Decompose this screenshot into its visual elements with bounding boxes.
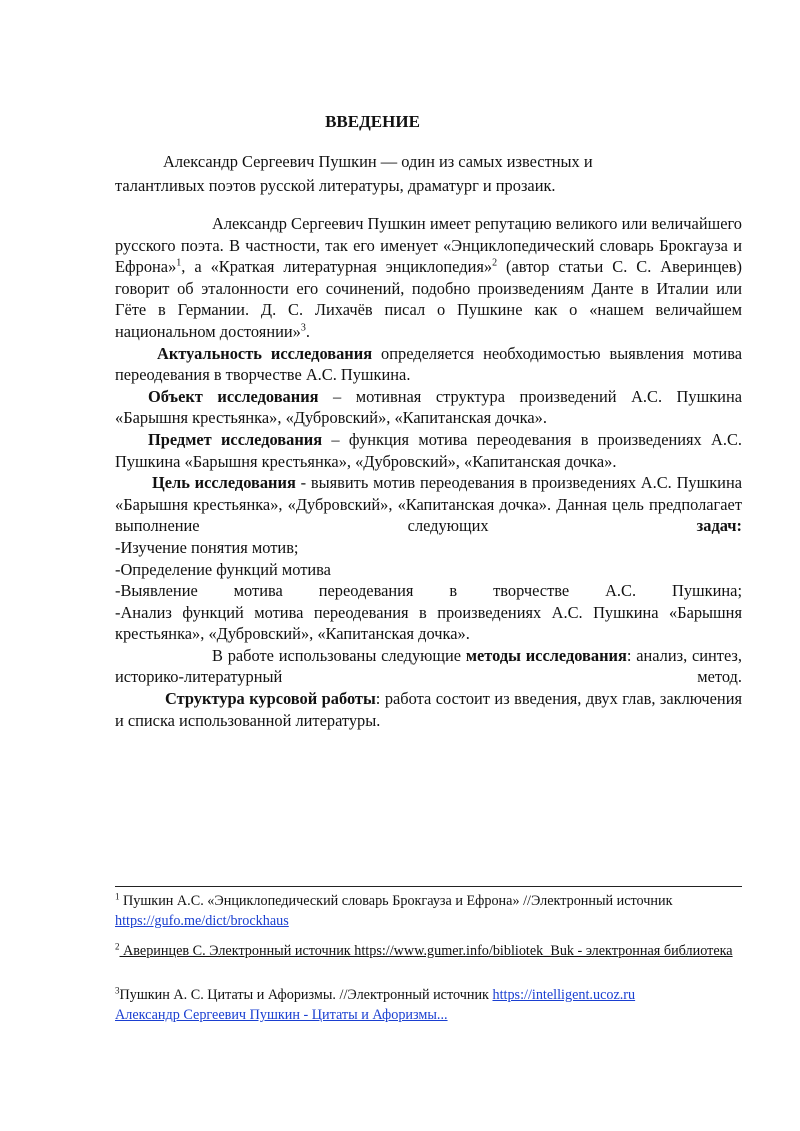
task-item: -Выявление мотива переодевания в творчестве А.С. Пушкина; (115, 581, 742, 601)
goal-text: - выявить мотив переодевания в произведениях А.С. Пушкина «Барышня крестьянка», «Дубровский», «Капитанская дочка». Данная цель предполагает выполнение следующих (115, 473, 743, 536)
footnote-number: 1 (115, 891, 120, 902)
goal-label: Цель исследования (152, 473, 296, 493)
object-label: Объект исследования (148, 386, 319, 406)
footnote-ref-1[interactable]: 1 (176, 257, 182, 269)
structure-text: : работа состоит из введения, двух глав, заключения и списка использованной литературы. (115, 689, 743, 730)
paragraph-text: , а «Краткая литературная энциклопедия» (181, 257, 493, 277)
object-text: – мотивная структура произведений А.С. Пушкина «Барышня крестьянка», «Дубровский», «Капитанская дочка». (115, 386, 742, 428)
intro-paragraph (115, 150, 742, 198)
methods-label: методы исследования (465, 645, 627, 665)
footnote-text: Пушкин А.С. «Энциклопедический словарь Брокгауза и Ефрона» //Электронный источник (119, 893, 673, 909)
footnote-number: 3 (115, 985, 120, 996)
intro-line-1: Александр Сергеевич Пушкин — один из самых известных и (163, 152, 593, 171)
footnote-text: Пушкин А. С. Цитаты и Афоризмы. //Электронный источник (119, 987, 493, 1003)
page-title-text: ВВЕДЕНИЕ (325, 112, 420, 131)
intro-line-2: талантливых поэтов русской литературы, драматург и прозаик. (115, 176, 556, 195)
subject-label: Предмет исследования (148, 429, 323, 449)
footnote-ref-2[interactable]: 2 (492, 257, 498, 269)
structure-label: Структура курсовой работы (165, 689, 376, 709)
paragraph-subject (115, 429, 742, 472)
footnote-3 (115, 985, 742, 1025)
paragraph-text: (автор статьи С. С. Аверинцев) говорит об эталонности его сочинений, подобно произведениям Данте в Италии или Гёте в Германии. Д. С. Лихачёв писал о Пушкине как о «нашем величайшем национальном достоянии» (115, 257, 742, 341)
methods-text: : анализ, синтез, историко-литературный метод. (115, 645, 742, 687)
footnote-2 (115, 941, 742, 961)
paragraph-goal (115, 472, 742, 537)
relevance-text: определяется необходимостью выявления мотива переодевания в творчестве А.С. Пушкина. (115, 343, 742, 385)
paragraph-text: . (305, 321, 310, 341)
footnote-number: 2 (115, 941, 120, 952)
footnote-link[interactable]: https://gufo.me/dict/brockhaus (115, 913, 289, 929)
footnote-ref-3[interactable]: 3 (300, 322, 306, 334)
main-text (115, 213, 742, 731)
methods-text: В работе использованы следующие (212, 645, 466, 665)
page-title (0, 112, 745, 132)
paragraph-text: Александр Сергеевич Пушкин имеет репутацию великого или величайшего русского поэта. В частности, так его именует «Энциклопедический словарь Брокгауза и Ефрона» (115, 214, 742, 277)
task-item: -Изучение понятия мотив; (115, 537, 299, 557)
footnote-link[interactable]: https://intelligent.ucoz.ru (492, 987, 636, 1003)
footnote-1 (115, 891, 742, 931)
footnote-text[interactable]: Аверинцев С. Электронный источник https://www.gumer.info/bibliotek_Buk - электронная библиотека (119, 943, 733, 959)
paragraph-reputation (115, 213, 742, 343)
task-item: -Анализ функций мотива переодевания в произведениях А.С. Пушкина «Барышня крестьянка», «Дубровский», «Капитанская дочка». (115, 602, 742, 644)
footnote-separator (115, 886, 742, 887)
footnote-link-title[interactable]: Александр Сергеевич Пушкин - Цитаты и Афоризмы... (115, 1007, 448, 1023)
paragraph-structure (115, 688, 742, 731)
task-item: -Определение функций мотива (115, 559, 331, 579)
tasks-label: задач: (696, 516, 742, 536)
subject-text: – функция мотива переодевания в произведениях А.С. Пушкина «Барышня крестьянка», «Дубровский», «Капитанская дочка». (115, 429, 742, 471)
paragraph-methods (115, 645, 742, 688)
paragraph-relevance (115, 343, 742, 386)
relevance-label: Актуальность исследования (157, 343, 373, 363)
paragraph-object (115, 386, 742, 429)
